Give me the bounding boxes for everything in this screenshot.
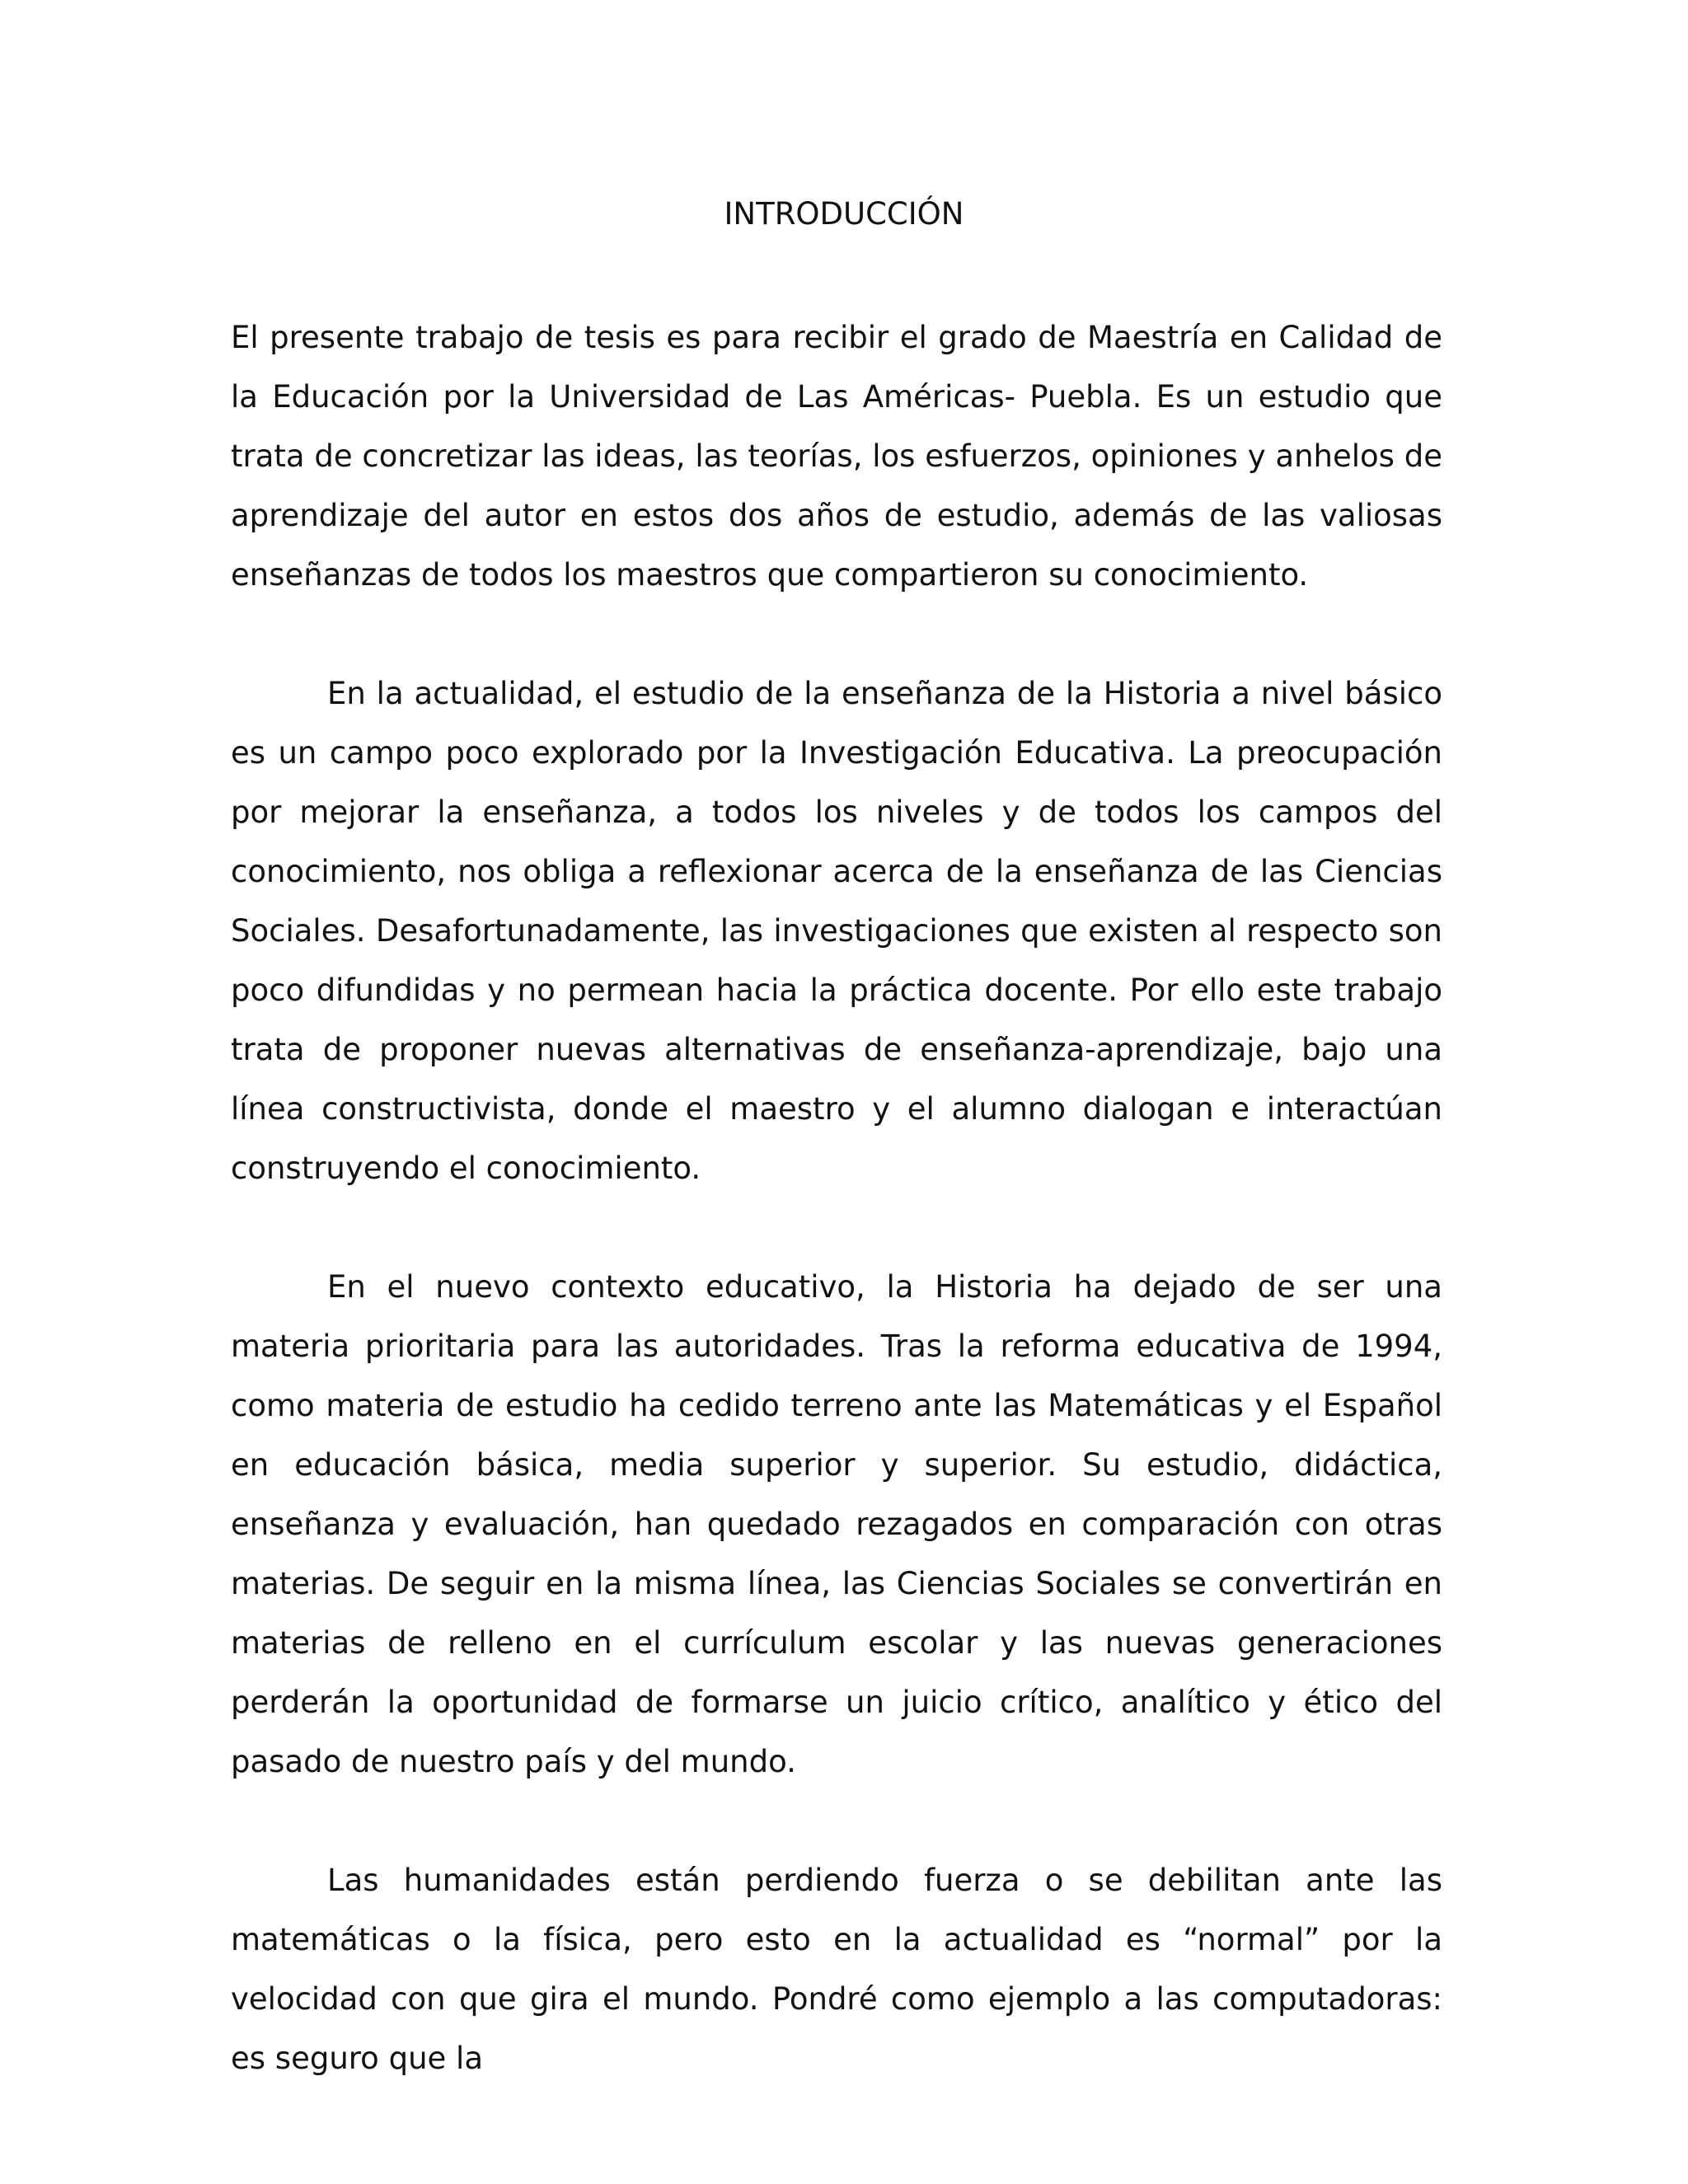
paragraph-3: En el nuevo contexto educativo, la Historia ha dejado de ser una materia prioritaria para las autoridades. Tras la reforma educativa de 1994, como materia de estudio ha cedido terreno ante las Matemáticas y el Español en educación básica, media superior y superior. Su estudio, didáctica, enseñanza y evaluación, han quedado rezagados en comparación con otras materias. De seguir en la misma línea, las Ciencias Sociales se convertirán en materias de relleno en el currículum escolar y las nuevas generaciones perderán la oportunidad de formarse un juicio crítico, analítico y ético del pasado de nuestro país y del mundo. <box>231 1269 1442 1779</box>
paragraph-2: En la actualidad, el estudio de la enseñanza de la Historia a nivel básico es un campo poco explorado por la Investigación Educativa. La preocupación por mejorar la enseñanza, a todos los niveles y de todos los campos del conocimiento, nos obliga a reflexionar acerca de la enseñanza de las Ciencias Sociales. Desafortunadamente, las investigaciones que existen al respecto son poco difundidas y no permean hacia la práctica docente. Por ello este trabajo trata de proponer nuevas alternativas de enseñanza-aprendizaje, bajo una línea constructivista, donde el maestro y el alumno dialogan e interactúan construyendo el conocimiento. <box>231 676 1442 1186</box>
body-text <box>231 308 1442 2148</box>
paragraph-4: Las humanidades están perdiendo fuerza o se debilitan ante las matemáticas o la física, pero esto en la actualidad es “normal” por la velocidad con que gira el mundo. Pondré como ejemplo a las computadoras: es seguro que la <box>231 1863 1442 2076</box>
paragraph-1: El presente trabajo de tesis es para recibir el grado de Maestría en Calidad de la Educación por la Universidad de Las Américas- Puebla. Es un estudio que trata de concretizar las ideas, las teorías, los esfuerzos, opiniones y anhelos de aprendizaje del autor en estos dos años de estudio, además de las valiosas enseñanzas de todos los maestros que compartieron su conocimiento. <box>231 320 1442 593</box>
page-title: INTRODUCCIÓN <box>724 196 964 232</box>
